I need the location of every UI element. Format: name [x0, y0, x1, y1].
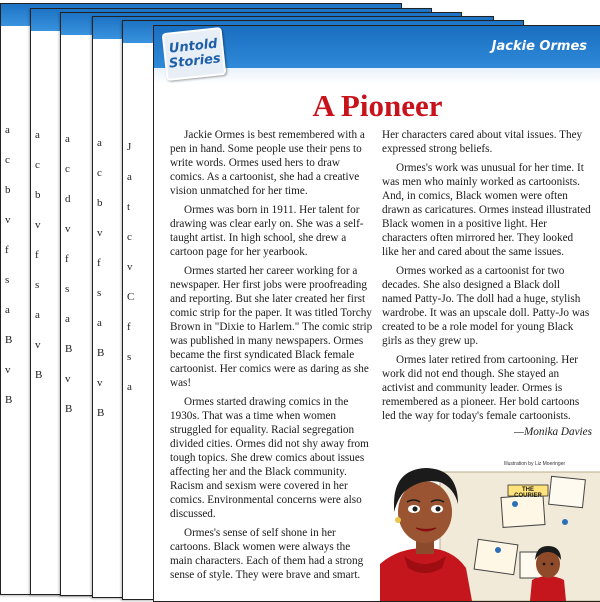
- stacked-page-letter: c: [35, 159, 40, 171]
- stacked-page-letter: v: [65, 373, 71, 385]
- stacked-page-letter: f: [65, 253, 69, 265]
- stacked-page-letter: t: [127, 201, 131, 213]
- stacked-page-letter: s: [65, 283, 70, 295]
- stacked-page-letter: a: [35, 309, 40, 321]
- logo-line-2: Stories: [168, 51, 222, 72]
- stacked-page-letter: B: [97, 407, 105, 419]
- stacked-page-letter: v: [5, 364, 11, 376]
- stacked-page-letter: a: [97, 317, 102, 329]
- front-page: [153, 25, 600, 602]
- stacked-page-letter: c: [97, 167, 102, 179]
- stacked-page-letter: d: [65, 193, 71, 205]
- stacked-page-letter: s: [97, 287, 102, 299]
- stacked-page-letter: a: [127, 381, 132, 393]
- stacked-page-letter: b: [97, 197, 103, 209]
- stacked-page-letter: c: [127, 231, 132, 243]
- paragraph: Ormes's sense of self shone in her cartoons. Black women were always the main characters. Each of them had a strong sense of style. They were brave and smart.: [170, 527, 364, 581]
- paragraph: Ormes was born in 1911. Her talent for drawing was clear early on. She was a self-taught artist. In high school, she drew a cartoon page for her yearbook.: [170, 204, 364, 258]
- jackie-ormes-illustration: [380, 452, 600, 601]
- stacked-page-letter: s: [127, 351, 132, 363]
- stacked-page-letter: b: [35, 189, 41, 201]
- stacked-page-letter: v: [127, 261, 133, 273]
- stacked-page-letter: a: [5, 124, 10, 136]
- stacked-page-letter: a: [127, 171, 132, 183]
- stacked-page-letter: v: [35, 219, 41, 231]
- stacked-page-letter: B: [5, 334, 13, 346]
- paragraph: Jackie Ormes is best remembered with a pen in hand. Some people use their pens to write words. Ormes used hers to draw comics. As a cartoonist, she had a creative vision unmatched for her time.: [170, 129, 365, 197]
- logo-line-1: Untold: [168, 36, 219, 57]
- stacked-page-letter: B: [65, 403, 73, 415]
- stacked-page-letter: a: [65, 133, 70, 145]
- stacked-page-letter: f: [35, 249, 39, 261]
- stacked-page-letter: B: [5, 394, 13, 406]
- stacked-page-letter: c: [5, 154, 10, 166]
- left-column: [170, 128, 374, 587]
- stacked-page-letter: f: [127, 321, 131, 333]
- stacked-page-letter: v: [5, 214, 11, 226]
- paragraph: Ormes started her career working for a newspaper. Her first jobs were proofreading and reporting. But she later created her first comic strip for the paper. It was titled Torchy Brown in "Dixie to Harlem." The comic strip was published in many newspapers. Ormes became the first syndicated Black female cartoonist. Her comics were as daring as she was!: [170, 265, 373, 389]
- stacked-page-letter: v: [35, 339, 41, 351]
- stacked-page-letter: s: [5, 274, 10, 286]
- paragraph: Ormes worked as a cartoonist for two decades. She also designed a Black doll named Patty-Jo. The doll had a huge, stylish wardrobe. It was an upscale doll. Patty-Jo was created to be a role model for young Black girls as they grew up.: [382, 265, 590, 347]
- untold-stories-logo: [162, 27, 227, 81]
- stacked-page-letter: f: [5, 244, 9, 256]
- stacked-page-letter: c: [65, 163, 70, 175]
- stacked-page-letter: B: [65, 343, 73, 355]
- stacked-page-letter: J: [127, 141, 132, 153]
- stacked-page-letter: v: [97, 227, 103, 239]
- stacked-page-letter: v: [97, 377, 103, 389]
- stacked-page-letter: s: [35, 279, 40, 291]
- paragraph: Ormes started drawing comics in the 1930s. That was a time when women struggled for equality. Racial segregation divided cities. Ormes did not shy away from tough topics. She drew comics about issues affecting her and the Black community. Racism and sexism were covered in her comics. Environmental concerns were also discussed.: [170, 396, 369, 520]
- author-byline: —Monika Davies: [514, 426, 592, 438]
- stacked-page-letter: a: [97, 137, 102, 149]
- paragraph: Ormes's work was unusual for her time. It was men who mainly worked as cartoonists. And, in comics, Black women were often drawn as caricatures. Ormes instead illustrated Black women in a positive light. Her characters often mirrored her. They looked like her and cared about the same issues.: [382, 162, 591, 258]
- stacked-page-letter: B: [35, 369, 43, 381]
- subject-name: Jackie Ormes: [491, 39, 587, 54]
- paragraph-continuation: Her characters cared about vital issues. They expressed strong beliefs.: [382, 129, 583, 155]
- stacked-page-letter: b: [5, 184, 11, 196]
- illustration-credit: Illustration by Liz Moeringer: [504, 461, 566, 467]
- paragraph: Ormes later retired from cartooning. Her work did not end though. She stayed an activist and community leader. Ormes is remembered as a pioneer. Her bold cartoons led the way for today's female cartoonists.: [382, 354, 580, 422]
- stacked-page-letter: a: [65, 313, 70, 325]
- stacked-page-letter: B: [97, 347, 105, 359]
- stacked-page-letter: C: [127, 291, 135, 303]
- stacked-page-letter: v: [65, 223, 71, 235]
- newspaper-label: THE COURIER: [514, 487, 542, 499]
- right-column: [382, 128, 592, 439]
- stacked-page-letter: a: [35, 129, 40, 141]
- page-title: A Pioneer: [312, 88, 443, 123]
- stacked-page-letter: a: [5, 304, 10, 316]
- stacked-page-letter: f: [97, 257, 101, 269]
